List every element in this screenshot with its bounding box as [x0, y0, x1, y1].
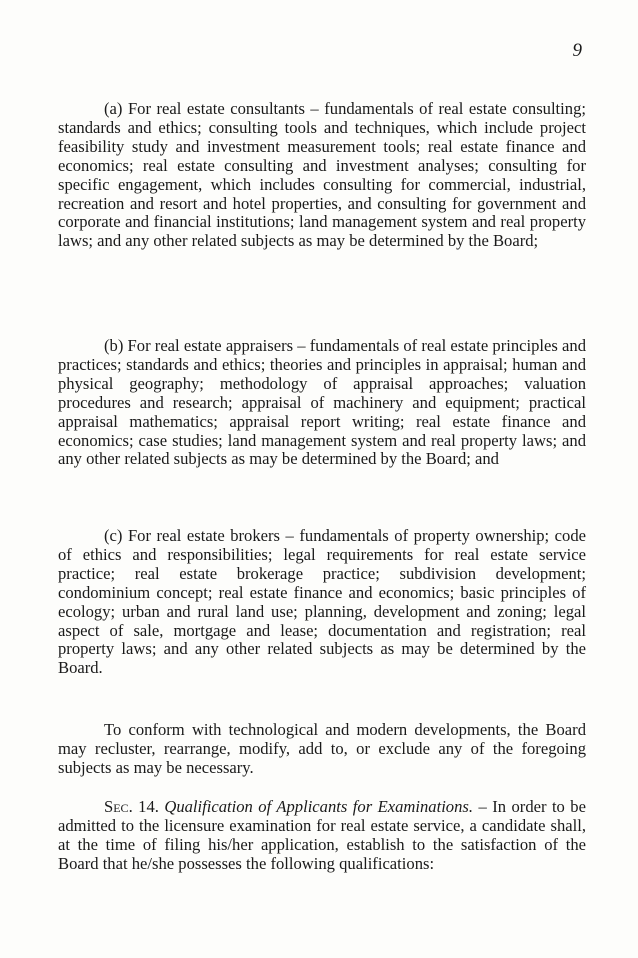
section-label: Sec. 14.: [104, 797, 159, 816]
section-dash: –: [473, 797, 487, 816]
page-number: 9: [572, 40, 582, 61]
paragraph-real-estate-appraisers: (b) For real estate appraisers – fundamentals of real estate principles and practices; standards and ethics; theories and principles in appraisal; human and physical geography; methodology of appraisal approaches; valuation procedures and research; appraisal of machinery and equipment; practical appraisal mathematics; appraisal report writing; real estate finance and economics; case studies; land management system and real property laws; and any other related subjects as may be determined by the Board; and: [58, 336, 586, 469]
paragraph-real-estate-consultants: (a) For real estate consultants – fundamentals of real estate consulting; standards and ethics; consulting tools and techniques, which include project feasibility study and investment measurement tools; real estate finance and economics; real estate consulting and investment analyses; consulting for specific engagement, which includes consulting for commercial, industrial, recreation and resort and hotel properties, and consulting for government and corporate and financial institutions; land management system and real property laws; and any other related subjects as may be determined by the Board;: [58, 99, 586, 251]
paragraph-real-estate-brokers: (c) For real estate brokers – fundamentals of property ownership; code of ethics and responsibilities; legal requirements for real estate service practice; real estate brokerage practice; subdivision development; condominium concept; real estate finance and economics; basic principles of ecology; urban and rural land use; planning, development and zoning; legal aspect of sale, mortgage and lease; documentation and registration; real property laws; and any other related subjects as may be determined by the Board.: [58, 526, 586, 678]
section-14-paragraph: [58, 798, 586, 874]
section-title: Qualification of Applicants for Examinations.: [164, 797, 474, 816]
section-body: In order to be admitted to the licensure examination for real estate service, a candidate shall, at the time of filing his/her application, establish to the satisfaction of the Board that he/she possesses the following qualifications:: [58, 797, 586, 873]
paragraph-board-recluster: To conform with technological and modern developments, the Board may recluster, rearrange, modify, add to, or exclude any of the foregoing subjects as may be necessary.: [58, 720, 586, 777]
